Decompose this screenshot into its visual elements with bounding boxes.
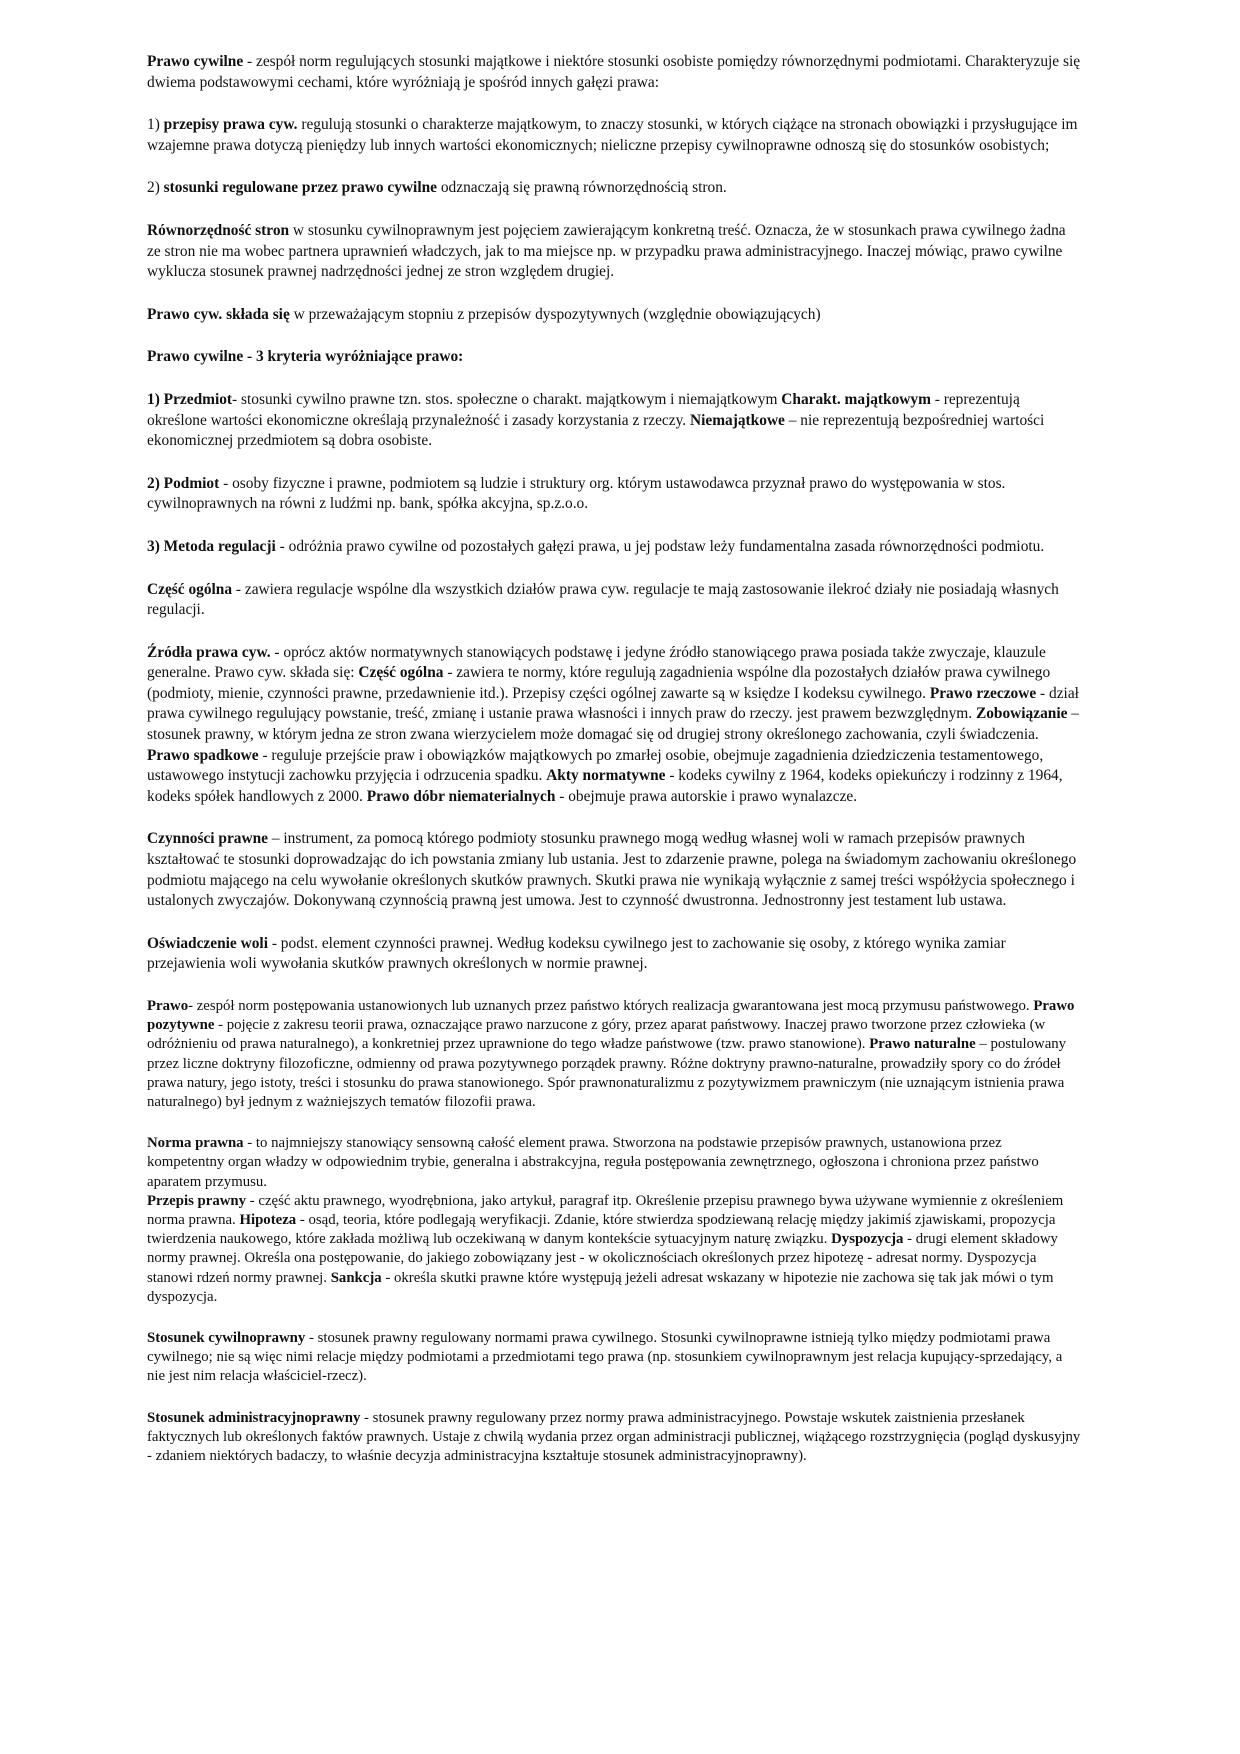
term-bold: Dyspozycja bbox=[831, 1231, 904, 1248]
text-run: - reguluje przejście praw i obowiązków majątkowych po zmarłej osobie, obejmuje zagadnienia dziedziczenia testamentowego, ustawowego instytucji zachowku przyjęcia i odrzucenia spadku. bbox=[147, 746, 1044, 785]
text-run: w stosunku cywilnoprawnym jest pojęciem zawierającym konkretną treść. Oznacza, że w stosunkach prawa cywilnego żadna ze stron nie ma wobec partnera uprawnień władczych, jak to ma miejsce np. w przypadku prawa administracyjnego. Inaczej mówiąc, prawo cywilne wyklucza stosunek prawnej nadrzędności jednej ze stron względem drugiej. bbox=[147, 221, 1066, 281]
paragraph-11 bbox=[147, 643, 1082, 808]
text-run: - kodeks cywilny z 1964, kodeks opiekuńczy i rodzinny z 1964, kodeks spółek handlowych z 2000. bbox=[147, 767, 1063, 805]
term-bold: Prawo cywilne - 3 kryteria wyróżniające prawo: bbox=[147, 348, 464, 366]
paragraph-2 bbox=[147, 115, 1082, 156]
paragraph-4 bbox=[147, 221, 1082, 283]
paragraph-5 bbox=[147, 305, 1082, 326]
term-bold: Prawo cyw. składa się bbox=[147, 305, 290, 323]
text-run: – stosunek prawny, w którym jedna ze stron zwana wierzycielem może domagać się od drugiej strony określonego zachowania, czyli świadczenia. bbox=[147, 705, 1079, 744]
text-run: - obejmuje prawa autorskie i prawo wynalazcze. bbox=[555, 787, 858, 805]
term-bold: Prawo dóbr niematerialnych bbox=[366, 787, 556, 805]
term-bold: Część ogólna bbox=[358, 664, 444, 682]
text-run: - zawiera regulacje wspólne dla wszystkich działów prawa cyw. regulacje te mają zastosowanie ilekroć działy nie posiadają własnych regulacji. bbox=[147, 580, 1059, 619]
text-run: - oprócz aktów normatywnych stanowiących podstawę i jedyne źródło stanowiącego prawa posiada także zwyczaje, klauzule generalne. Prawo cyw. składa się: bbox=[147, 643, 1046, 682]
term-bold: Sankcja bbox=[330, 1269, 382, 1286]
text-run: - pojęcie z zakresu teorii prawa, oznaczające prawo narzucone z góry, przez aparat państwowy. Inaczej prawo tworzone przez człowieka (w odróżnieniu od prawa naturalnego), a konkretniej przez uprawnione do tego władze państwowe (tzw. prawo stanowione). bbox=[147, 1017, 1046, 1053]
text-run: – postulowany przez liczne doktryny filozoficzne, odmienny od prawa pozytywnego porządek prawny. Różne doktryny prawno-naturalne, prowadziły spory co do źródeł prawa natury, jego istoty, treści i stosunku do prawa stanowionego. Spór prawnonaturalizmu z pozytywizmem prawniczym (nie uznającym istnienia prawa naturalnego) był jednym z ważniejszych tematów filozofii prawa. bbox=[147, 1036, 1067, 1111]
text-run: - osąd, teoria, które podlegają weryfikacji. Zdanie, które stwierdza spodziewaną relację między jakimiś zjawiskami, propozycja twierdzenia naukowego, które zakłada możliwą lub oczekiwaną w danym kontekście sytuacyjnym naturę związku. bbox=[147, 1212, 1056, 1248]
text-run: - odróżnia prawo cywilne od pozostałych gałęzi prawa, u jej podstaw leży fundamentalna zasada równorzędności podmiotu. bbox=[275, 537, 1045, 555]
text-run: - to najmniejszy stanowiący sensowną całość element prawa. Stworzona na podstawie przepisów prawnych, ustanowiona przez kompetentny organ władzy w odpowiednim trybie, generalna i abstrakcyjna, reguła postępowania zewnętrznego, ogłoszona i chroniona przez państwo aparatem przymusu. bbox=[147, 1135, 1039, 1190]
term-bold: Oświadczenie woli bbox=[147, 934, 268, 952]
text-run: - osoby fizyczne i prawne, podmiotem są ludzie i struktury org. którym ustawodawca przyznał prawo do występowania w stos. cywilnoprawnych na równi z ludźmi np. bank, spółka akcyjna, sp.z.o.o. bbox=[147, 474, 1006, 513]
paragraph-8 bbox=[147, 474, 1082, 515]
text-run: - stosunek prawny regulowany normami prawa cywilnego. Stosunki cywilnoprawne istnieją tylko między podmiotami prawa cywilnego; nie są więc nimi relacje między podmiotami a przedmiotami tego prawa (np. stosunkiem cywilnoprawnym jest relacja kupujący-sprzedający, a nie jest nim relacja właściciel-rzecz). bbox=[147, 1330, 1063, 1385]
text-run: - podst. element czynności prawnej. Według kodeksu cywilnego jest to zachowanie się osoby, z którego wynika zamiar przejawienia woli wywołania skutków prawnych określonych w normie prawnej. bbox=[147, 934, 1006, 973]
term-bold: Hipoteza bbox=[239, 1212, 297, 1229]
paragraph-18 bbox=[147, 1409, 1082, 1467]
text-run: - zespół norm regulujących stosunki majątkowe i niektóre stosunki osobiste pomiędzy równorzędnymi podmiotami. Charakteryzuje się dwiema podstawowymi cechami, które wyróżniają je spośród innych gałęzi prawa: bbox=[147, 53, 1081, 91]
text-run: 1) bbox=[147, 116, 164, 134]
paragraph-12 bbox=[147, 829, 1082, 911]
paragraph-16 bbox=[147, 1192, 1082, 1307]
paragraph-9 bbox=[147, 537, 1082, 558]
document-page bbox=[147, 52, 1082, 1488]
text-run: - stosunek prawny regulowany przez normy prawa administracyjnego. Powstaje wskutek zaistnienia przesłanek faktycznych lub określonych faktów prawnych. Ustaje z chwilą wydania przez organ administracji publicznej, wiążącego rozstrzygnięcia (pogląd dyskusyjny - zdaniem niektórych badaczy, to właśnie decyzja administracyjna kształtuje stosunek administracyjnoprawny). bbox=[147, 1409, 1081, 1465]
term-bold: Stosunek administracyjnoprawny bbox=[147, 1409, 361, 1426]
paragraph-14 bbox=[147, 997, 1082, 1112]
paragraph-1 bbox=[147, 52, 1082, 93]
term-bold: Stosunek cywilnoprawny bbox=[147, 1330, 306, 1347]
term-bold: Charakt. majątkowym bbox=[781, 390, 931, 408]
text-run: regulują stosunki o charakterze majątkowym, to znaczy stosunki, w których ciążące na stronach obowiązki i przysługujące im wzajemne prawa dotyczą pieniędzy lub innych wartości ekonomicznych; nieliczne przepisy cywilnoprawne odnoszą się do stosunków osobistych; bbox=[147, 116, 1078, 154]
term-bold: Prawo spadkowe bbox=[147, 746, 259, 764]
paragraph-6 bbox=[147, 347, 1082, 368]
paragraph-7 bbox=[147, 390, 1082, 452]
term-bold: 1) Przedmiot bbox=[147, 390, 233, 408]
term-bold: Prawo bbox=[147, 998, 189, 1014]
text-run: - drugi element składowy normy prawnej. Określa ona postępowanie, do jakiego zobowiązany jest - w okolicznościach określonych przez hipotezę - adresat normy. Dyspozycja stanowi rdzeń normy prawnej. bbox=[147, 1231, 1058, 1286]
term-bold: Zobowiązanie bbox=[975, 705, 1068, 723]
text-run: - stosunki cywilno prawne tzn. stos. społeczne o charakt. majątkowym i niemajątkowym bbox=[232, 390, 782, 408]
term-bold: 2) Podmiot bbox=[147, 474, 220, 492]
paragraph-13 bbox=[147, 934, 1082, 975]
term-bold: Część ogólna bbox=[147, 580, 233, 598]
text-run: - zawiera te normy, które regulują zagadnienia wspólne dla pozostałych działów prawa cywilnego (podmioty, mienie, czynności prawne, przedawnienie itd.). Przepisy części ogólnej zawarte są w księdze I kodeksu cywilnego. bbox=[147, 664, 1051, 702]
term-bold: Prawo rzeczowe bbox=[929, 684, 1037, 702]
term-bold: przepisy prawa cyw. bbox=[163, 116, 298, 134]
text-run: - część aktu prawnego, wyodrębniona, jako artykuł, paragraf itp. Określenie przepisu prawnego bywa używane wymiennie z określeniem norma prawna. bbox=[147, 1192, 1064, 1229]
text-run: - dział prawa cywilnego regulujący powstanie, treść, zmianę i ustanie prawa własności i innych praw do rzeczy. jest prawem bezwzględnym. bbox=[147, 684, 1079, 723]
text-run: – nie reprezentują bezpośredniej wartości ekonomicznej przedmiotem są dobra osobiste. bbox=[147, 411, 1045, 450]
paragraph-15 bbox=[147, 1134, 1082, 1192]
text-run: – instrument, za pomocą którego podmioty stosunku prawnego mogą według własnej woli w ramach przepisów prawnych kształtować te stosunki doprowadzając do ich powstania zmiany lub ustania. Jest to zdarzenie prawne, polega na świadomym zachowaniu określonego podmiotu mającego na celu wywołanie określonych skutków prawnych. Skutki prawa nie wynikają wyłącznie z samej treści współżycia społecznego i ustalonych zwyczajów. Dokonywaną czynnością prawną jest umowa. Jest to czynność dwustronna. Jednostronny jest testament lub ustawa. bbox=[147, 830, 1077, 910]
paragraph-10 bbox=[147, 580, 1082, 621]
text-run: 2) bbox=[147, 179, 164, 197]
text-run: - zespół norm postępowania ustanowionych lub uznanych przez państwo których realizacja gwarantowana jest mocą przymusu państwowego. bbox=[188, 998, 1034, 1014]
term-bold: Prawo naturalne bbox=[869, 1036, 976, 1053]
term-bold: Norma prawna bbox=[147, 1135, 244, 1152]
term-bold: 3) Metoda regulacji bbox=[147, 537, 276, 555]
term-bold: Równorzędność stron bbox=[147, 221, 290, 239]
text-run: - reprezentują określone wartości ekonomiczne określają przynależność i zasady korzystania z rzeczy. bbox=[147, 390, 1020, 429]
term-bold: Prawo cywilne bbox=[147, 53, 244, 70]
term-bold: Czynności prawne bbox=[147, 830, 268, 848]
paragraph-17 bbox=[147, 1329, 1082, 1387]
term-bold: Źródła prawa cyw. bbox=[147, 643, 271, 661]
text-run: - określa skutki prawne które występują jeżeli adresat wskazany w hipotezie nie zachowa się tak jak mówi o tym dyspozycja. bbox=[147, 1269, 1054, 1305]
term-bold: Prawo pozytywne bbox=[147, 998, 1075, 1034]
term-bold: Niemajątkowe bbox=[690, 411, 785, 429]
text-run: w przeważającym stopniu z przepisów dyspozytywnych (względnie obowiązujących) bbox=[289, 305, 821, 323]
term-bold: stosunki regulowane przez prawo cywilne bbox=[163, 179, 437, 197]
paragraph-3 bbox=[147, 178, 1082, 199]
term-bold: Akty normatywne bbox=[546, 767, 666, 785]
text-run: odznaczają się prawną równorzędnością stron. bbox=[437, 179, 727, 197]
term-bold: Przepis prawny bbox=[147, 1192, 247, 1209]
